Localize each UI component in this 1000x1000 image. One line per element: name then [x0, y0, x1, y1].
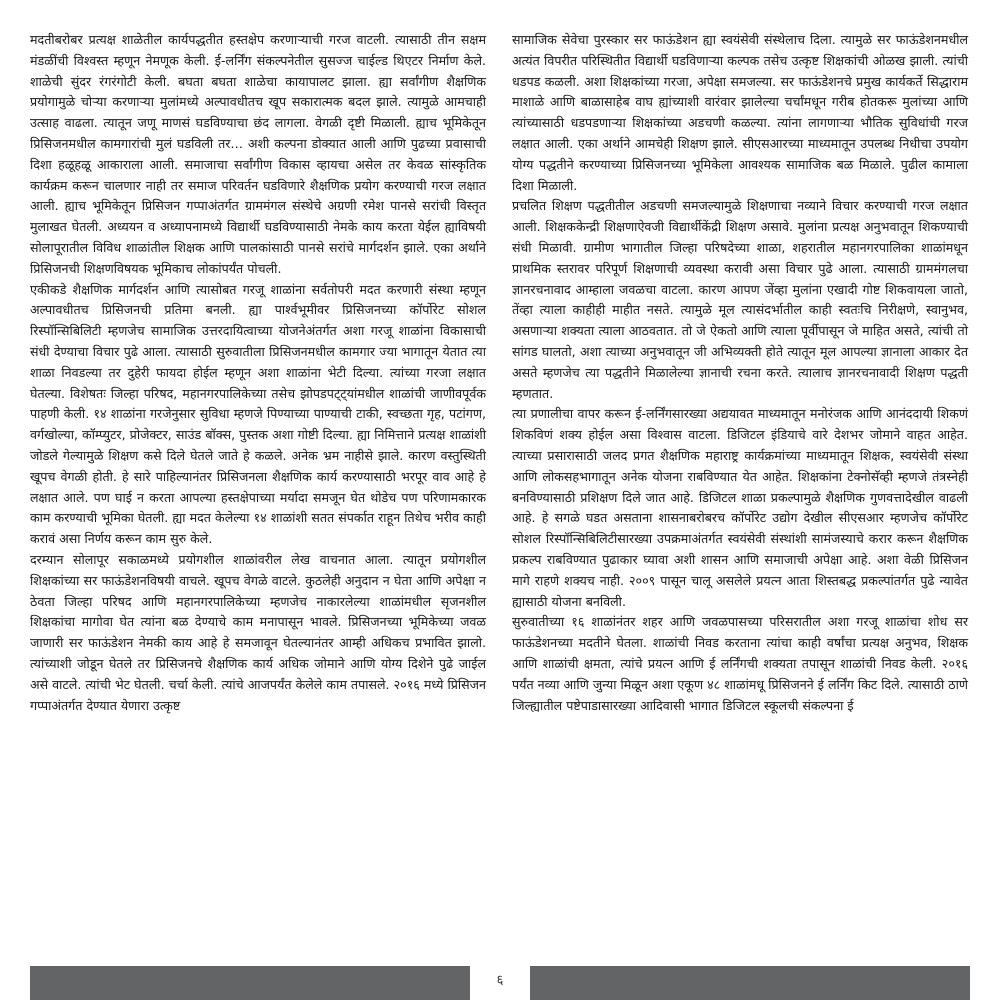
paragraph: मदतीबरोबर प्रत्यक्ष शाळेतील कार्यपद्धतीत हस्तक्षेप करणाऱ्याची गरज वाटली. त्यासाठी तीन सक्षम मंडळींची विश्वस्त म्हणून नेमणूक केली. ई-लर्निंग संकल्पनेतील सुसज्ज चाईल्ड थिएटर निर्माण केले. शाळेची सुंदर रंगरंगोटी केली. बघता बघता शाळेचा कायापालट झाला. ह्या सर्वांगीण शैक्षणिक प्रयोगामुळे चोऱ्या करणाऱ्या मुलांमध्ये अल्पावधीतच खूप सकारात्मक बदल झाले. त्यामुळे आमचाही उत्साह वाढला. त्यातून जणू माणसं घडविण्याचा छंद लागला. वेगळी दृष्टी मिळाली. ह्याच भूमिकेतून प्रिसिजनमधील कामगारांची मुलं घडविली तर… अशी कल्पना डोक्यात आली आणि पुढच्या प्रवासाची दिशा हळूहळू आकाराला आली. समाजाचा सर्वांगीण विकास व्हायचा असेल तर केवळ सांस्कृतिक कार्यक्रम करून चालणार नाही तर समाज परिवर्तन घडविणारे शैक्षणिक प्रयोग करण्याची गरज लक्षात आली. ह्याच भूमिकेतून प्रिसिजन गप्पाअंतर्गत ग्राममंगल संस्थेचे अग्रणी रमेश पानसे सरांची विस्तृत मुलाखत घेतली. अध्ययन व अध्यापनामध्ये विद्यार्थी घडविण्यासाठी नेमके काय करता येईल ह्याविषयी सोलापूरातील विविध शाळांतील शिक्षक आणि पालकांसाठी पानसे सरांचे मार्गदर्शन झाले. एका अर्थाने प्रिसिजनची शिक्षणविषयक भूमिकाच लोकांपर्यंत पोचली.: [30, 32, 486, 276]
paragraph: त्या प्रणालीचा वापर करून ई-लर्निंगसारख्या अद्ययावत माध्यमातून मनोरंजक आणि आनंददायी शिकणं शिकविणं शक्य होईल असा विश्वास वाटला. डिजिटल इंडियाचे वारे देशभर जोमाने वाहत आहेत. त्याच्या प्रसारासाठी जलद प्रगत शैक्षणिक महाराष्ट्र कार्यक्रमांच्या माध्यमातून शिक्षक, स्वयंसेवी संस्था आणि लोकसहभागातून अनेक योजना राबविण्यात येत आहेत. शिक्षकांना टेक्नोसॅव्ही म्हणजे तंत्रस्नेही बनविण्यासाठी प्रशिक्षण दिले जात आहे. डिजिटल शाळा प्रकल्पामुळे शैक्षणिक गुणवत्तादेखील वाढली आहे. हे सगळे घडत असताना शासनाबरोबरच कॉर्पोरेट उद्योग देखील सीएसआर म्हणजेच कॉर्पोरेट सोशल रिस्पॉन्सिबिलिटीसारख्या उपक्रमाअंतर्गत स्वयंसेवी संस्थांशी सामंजस्याचे करार करून शैक्षणिक प्रकल्प राबविण्यात पुढाकार घ्यावा अशी शासन आणि समाजाची अपेक्षा आहे. अशा वेळी प्रिसिजन मागे राहणे शक्यच नाही. २००९ पासून चालू असलेले प्रयत्न आता शिस्तबद्ध प्रकल्पांतर्गत पुढे न्यावेत ह्यासाठी योजना बनविली.: [512, 406, 968, 609]
left-column: [30, 30, 486, 716]
paragraph: सुरुवातीच्या १६ शाळांनंतर शहर आणि जवळपासच्या परिसरातील अशा गरजू शाळांचा शोध सर फाऊंडेशनच्या मदतीने घेतला. शाळांची निवड करताना त्यांचा काही वर्षांचा प्रत्यक्ष अनुभव, शिक्षक आणि शाळांची क्षमता, त्यांचे प्रयत्न आणि ई लर्निंगची शक्यता तपासून शाळांची निवड केली. २०१६ पर्यंत नव्या आणि जुन्या मिळून अशा एकूण ४८ शाळांमधू प्रिसिजनने ई लर्निंग किट दिले. त्यासाठी ठाणे जिल्ह्यातील पष्टेपाडासारख्या आदिवासी भागात डिजिटल स्कूलची संकल्पना ई: [512, 614, 968, 713]
paragraph: प्रचलित शिक्षण पद्धतीतील अडचणी समजल्यामुळे शिक्षणाचा नव्याने विचार करण्याची गरज लक्षात आली. शिक्षककेन्द्री शिक्षणाऐवजी विद्यार्थीकेंद्री शिक्षण असावे. मुलांना प्रत्यक्ष अनुभवातून शिकण्याची संधी मिळावी. ग्रामीण भागातील जिल्हा परिषदेच्या शाळा, शहरातील महानगरपालिका शाळांमधून प्राथमिक स्तरावर परिपूर्ण शिक्षणाची व्यवस्था करावी असा विचार पुढे आला. त्यासाठी ग्राममंगलचा ज्ञानरचनावाद आम्हाला जवळचा वाटला. कारण आपण जेंव्हा मुलांना एखादी गोष्ट शिकवायला जातो, तेंव्हा त्याला काहीही माहीत नसते. त्यामुळे मूल त्यासंदर्भातील काही स्वतःचि निरीक्षणे, स्वानुभव, असणाऱ्या शक्यता त्याला आठवतात. तो जे ऐकतो आणि त्याला पूर्वीपासून जे माहित असते, त्यांची तो सांगड घालतो, अशा त्याच्या अनुभवातून जी अभिव्यक्ती होते त्यातून मूल आपल्या ज्ञानाला आकार देत असते म्हणजेच त्या पद्धतीने मिळालेल्या ज्ञानाची रचना करते. त्यालाच ज्ञानरचनावादी शिक्षण पद्धती म्हणतात.: [512, 198, 968, 401]
paragraph: दरम्यान सोलापूर सकाळमध्ये प्रयोगशील शाळांवरील लेख वाचनात आला. त्यातून प्रयोगशील शिक्षकांच्या सर फाऊंडेशनविषयी वाचले. खूपच वेगळे वाटले. कुठलेही अनुदान न घेता आणि अपेक्षा न ठेवता जिल्हा परिषद आणि महानगरपालिकेच्या म्हणजेच नाकारलेल्या शाळांमधील सृजनशील शिक्षकांचा मागोवा घेत त्यांना बळ देण्याचे काम मनापासून भावले. प्रिसिजनच्या भूमिकेच्या जवळ जाणारी सर फाऊंडेशन नेमकी काय आहे हे समजावून घेतल्यानंतर आम्ही अधिकच प्रभावित झालो. त्यांच्याशी जोडून घेतले तर प्रिसिजनचे शैक्षणिक कार्य अधिक जोमाने आणि योग्य दिशेने पुढे जाईल असे वाटले. त्यांची भेट घेतली. चर्चा केली. त्यांचे आजपर्यंत केलेले काम तपासले. २०१६ मध्ये प्रिसिजन गप्पाअंतर्गत देण्यात येणारा उत्कृष्ट: [30, 551, 486, 713]
paragraph: एकीकडे शैक्षणिक मार्गदर्शन आणि त्यासोबत गरजू शाळांना सर्वतोपरी मदत करणारी संस्था म्हणून अल्पावधीतच प्रिसिजनची प्रतिमा बनली. ह्या पार्श्वभूमीवर प्रिसिजनच्या कॉर्पोरेट सोशल रिस्पॉन्सिबिलिटी म्हणजेच सामाजिक उत्तरदायित्वाच्या योजनेअंतर्गत अशा गरजू शाळांना विकासाची संधी देण्याचा विचार पुढे आला. त्यासाठी सुरुवातीला प्रिसिजनमधील कामगार ज्या भागातून येतात त्या शाळा निवडल्या तर दुहेरी फायदा होईल म्हणून अशा शाळांना भेटी दिल्या. त्यांच्या गरजा लक्षात घेतल्या. विशेषतः जिल्हा परिषद, महानगरपालिकेच्या तसेच झोपडपट्ट्यांमधील शाळांची जाणीवपूर्वक पाहणी केली. १४ शाळांना गरजेनुसार सुविधा म्हणजे पिण्याच्या पाण्याची टाकी, स्वच्छता गृह, पटांगण, वर्गखोल्या, कॉम्प्युटर, प्रोजेक्टर, साउंड बॉक्स, पुस्तक अशा गोष्टी दिल्या. ह्या निमित्ताने प्रत्यक्ष शाळांशी जोडले गेल्यामुळे शिक्षण कसे दिले घेतले जाते हे कळले. अनेक भ्रम नाहीसे झाले. कारण वस्तुस्थिती खूपच वेगळी होती. हे सारे पाहिल्यानंतर प्रिसिजनला शैक्षणिक कार्य करण्यासाठी भरपूर वाव आहे हे लक्षात आले. पण घाई न करता आपल्या हस्तक्षेपाच्या मर्यादा समजून घेत थोडेच पण परिणामकारक काम करण्याची भूमिका घेतली. ह्या मदत केलेल्या १४ शाळांशी सतत संपर्कात राहून तिथेच भरीव काही करावं असा निर्णय करून काम सुरु केले.: [30, 281, 486, 547]
page-number: ६: [470, 962, 530, 1000]
paragraph: सामाजिक सेवेचा पुरस्कार सर फाऊंडेशन ह्या स्वयंसेवी संस्थेलाच दिला. त्यामुळे सर फाऊंडेशनमधील अत्यंत विपरीत परिस्थितीत विद्यार्थी घडविणाऱ्या कल्पक तसेच उत्कृष्ट शिक्षकांची ओळख झाली. त्यांची धडपड कळली. अशा शिक्षकांच्या गरजा, अपेक्षा समजल्या. सर फाऊंडेशनचे प्रमुख कार्यकर्ते सिद्धाराम माशाळे आणि बाळासाहेब वाघ ह्यांच्याशी वारंवार झालेल्या चर्चांमधून गरीब होतकरू मुलांच्या आणि त्यांच्यासाठी धडपडणाऱ्या शिक्षकांच्या अडचणी कळल्या. त्यांना लागणाऱ्या भौतिक सुविधांची गरज लक्षात आली. एका अर्थाने आमचेही शिक्षण झाले. सीएसआरच्या माध्यमातून उपलब्ध निधीचा उपयोग योग्य पद्धतीने करण्याच्या प्रिसिजनच्या भूमिकेला आवश्यक सामाजिक बळ मिळाले. पुढील कामाला दिशा मिळाली.: [512, 32, 968, 193]
right-column: [512, 30, 968, 716]
